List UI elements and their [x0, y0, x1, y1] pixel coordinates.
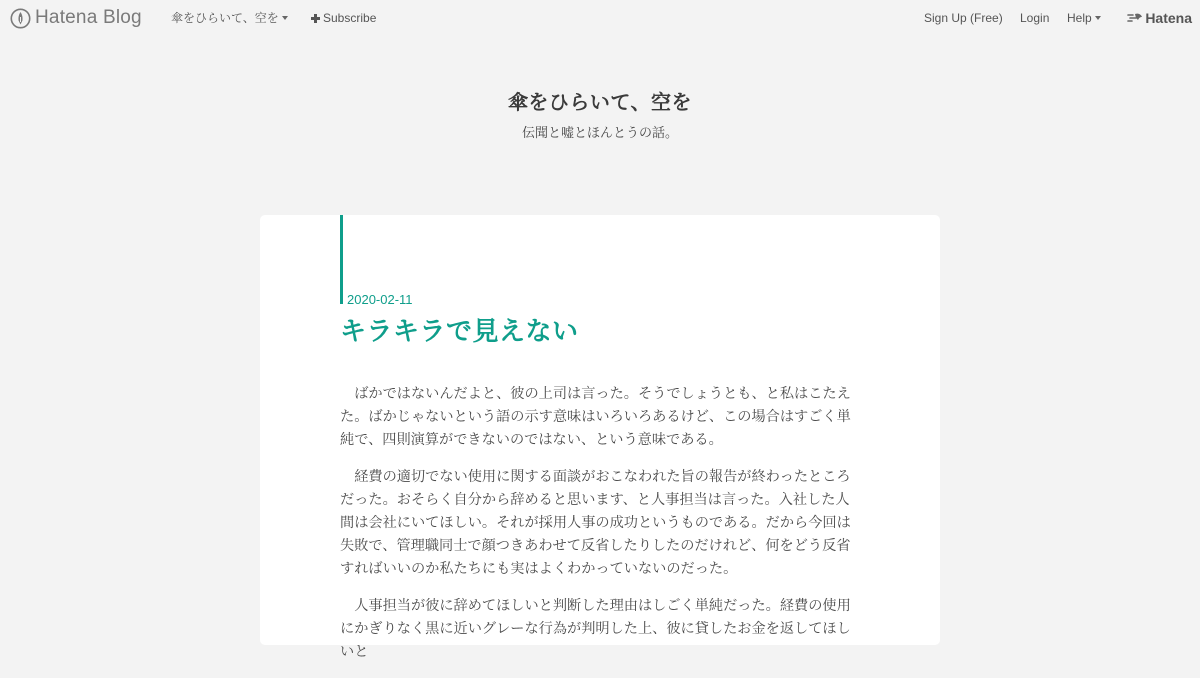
help-label: Help: [1067, 11, 1092, 25]
entry-paragraph: 経費の適切でない使用に関する面談がおこなわれた旨の報告が終わったところだった。おそらく自分から辞めると思います、と人事担当は言った。入社した人間は会社にいてほしい。それが採用人事の成功というものである。だから今回は失敗で、管理職同士で顔つきあわせて反省したりしたのだけれど、何をどう反省すればいいのか私たちにも実はよくわかっていないのだった。: [340, 469, 851, 577]
blog-menu-label: 傘をひらいて、空を: [171, 11, 279, 25]
subscribe-label: Subscribe: [323, 11, 377, 25]
blog-title[interactable]: 傘をひらいて、空を: [507, 90, 693, 114]
hatena-blog-logo[interactable]: [10, 7, 142, 29]
hatena-blog-pen-icon: [10, 8, 31, 29]
entry-title[interactable]: キラキラで見えない: [340, 317, 579, 347]
logo-text: Hatena Blog: [35, 7, 142, 28]
entry-card: [260, 215, 940, 660]
blog-menu-dropdown[interactable]: [171, 11, 288, 25]
hatena-brand-link[interactable]: [1127, 10, 1192, 26]
hatena-bird-icon: [1127, 12, 1143, 24]
signup-link[interactable]: Sign Up (Free): [924, 11, 1003, 25]
entry-body: [340, 383, 862, 678]
entry-date[interactable]: 2020-02-11: [347, 292, 413, 307]
login-link[interactable]: Login: [1020, 11, 1050, 25]
caret-down-icon: [1095, 16, 1101, 20]
entry-paragraph: ばかではないんだよと、彼の上司は言った。そうでしょうとも、と私はこたえた。ばかじゃないという語の示す意味はいろいろあるけど、この場合はすごく単純で、四則演算ができないのではない、という意味である。: [340, 386, 851, 448]
hatena-brand-label: Hatena: [1145, 10, 1192, 26]
entry-paragraph: 人事担当が彼に辞めてほしいと判断した理由はしごく単純だった。経費の使用にかぎりなく黒に近いグレーな行為が判明した上、彼に貸したお金を返してほしいと: [340, 598, 851, 660]
date-accent-bar: [340, 215, 343, 304]
subscribe-button[interactable]: [311, 11, 376, 25]
global-header: [0, 0, 1200, 36]
caret-down-icon: [282, 16, 288, 20]
help-dropdown[interactable]: [1067, 11, 1101, 25]
plus-icon: [311, 14, 320, 23]
blog-description: 伝聞と嘘とほんとうの話。: [521, 126, 678, 141]
